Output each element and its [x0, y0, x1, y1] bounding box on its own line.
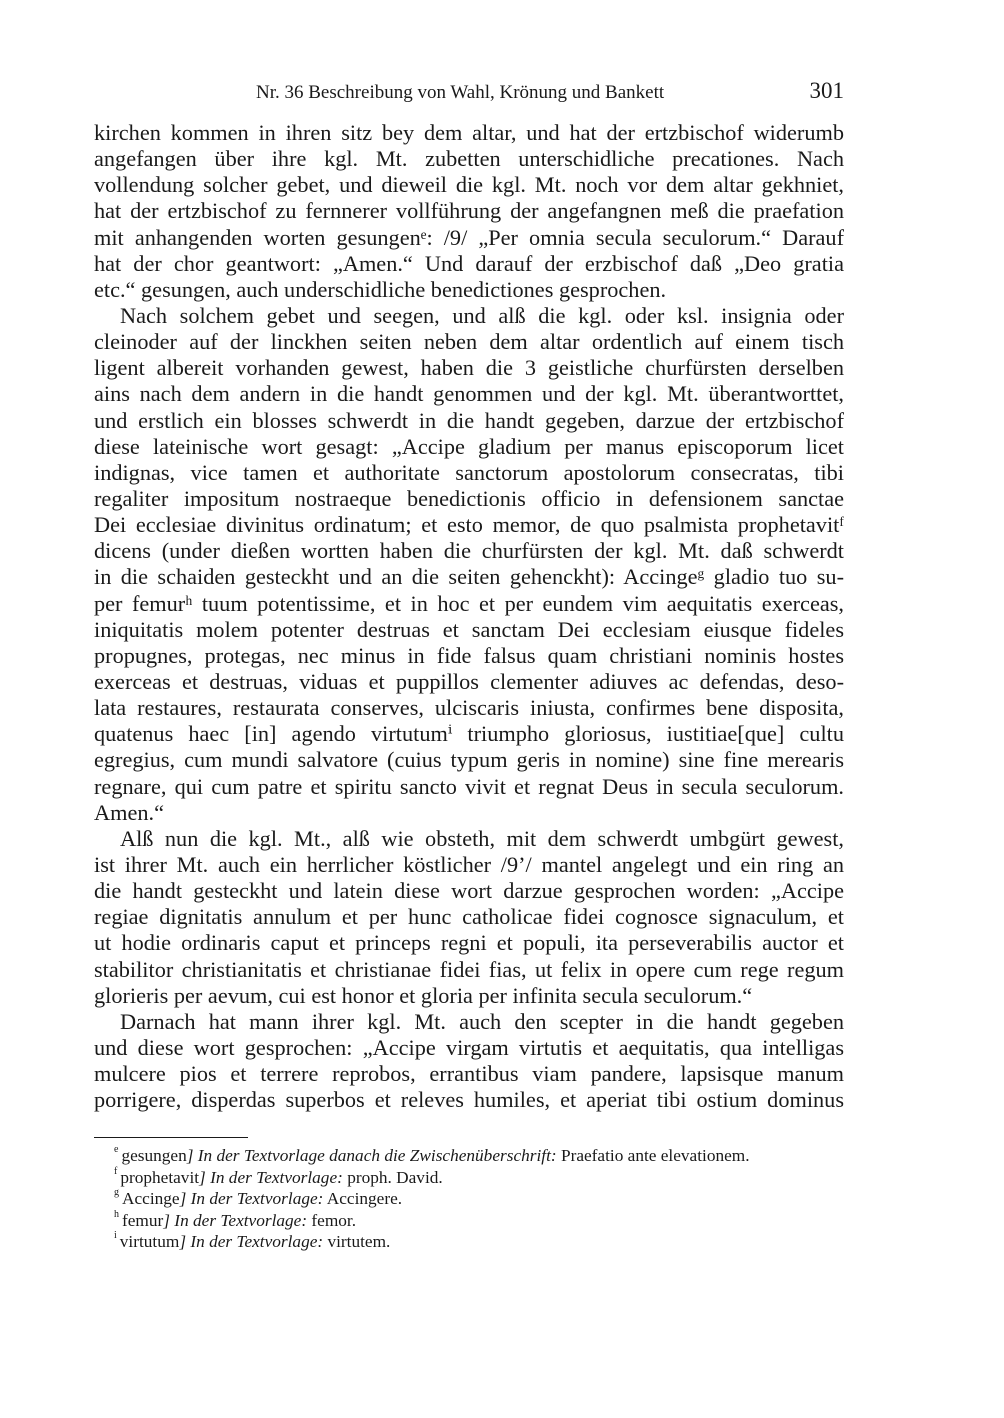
text-line: regiae dignitatis annulum et per hunc catholicae fidei cognosce signaculum, et [94, 904, 844, 930]
body-text [94, 120, 844, 1113]
text-line: ut hodie ordinaris caput et princeps regni et populi, ita perseverabilis auctor et [94, 930, 844, 956]
text-line: hat der ertzbischof zu fernnerer vollführung der angefangnen meß die praefation [94, 198, 844, 224]
footnote-mark: h [114, 1208, 119, 1220]
page-number: 301 [809, 78, 844, 103]
text-line: ains nach dem andern in die handt genommen und der kgl. Mt. überantworttet, [94, 381, 844, 407]
text-line: und diese wort gesprochen: „Accipe virgam virtutis et aequitatis, qua intelligas [94, 1034, 844, 1060]
running-title: Nr. 36 Beschreibung von Wahl, Krönung und Bankett [256, 82, 665, 103]
text-line: vollendung solcher gebet, und dieweil die kgl. Mt. noch vor dem altar gekhniet, [94, 172, 844, 198]
text-line: stabilitor christianitatis et christianae fidei fias, ut felix in opere cum rege regum [94, 956, 844, 982]
text-line: cleinoder auf der linckhen seiten neben dem altar ordentlich auf einem tisch [94, 329, 844, 355]
text-line: mit anhangenden worten gesungenᵉ: /9/ „Per omnia secula seculorum.“ Darauf [94, 224, 844, 250]
footnote-editorial-note: ] In der Textvorlage: [179, 1232, 324, 1252]
text-line: exerceas et destruas, viduas et puppillos clementer adiuves ac defendas, deso- [94, 668, 844, 694]
running-header [94, 78, 844, 108]
text-line: regnare, qui cum patre et spiritu sancto vivit et regnat Deus in secula seculorum. [94, 773, 844, 799]
text-line: Nach solchem gebet und seegen, und alß die kgl. oder ksl. insignia oder [120, 302, 844, 328]
text-line: porrigere, disperdas superbos et releves humiles, et aperiat tibi ostium dominus [94, 1087, 844, 1113]
text-line: egregius, cum mundi salvatore (cuius typum geris in nomine) sine fine merearis [94, 747, 844, 773]
text-line: in die schaiden gesteckht und an die seiten gehenckht): Accingeᵍ gladio tuo su- [94, 564, 844, 590]
text-line: und erstlich ein blosses schwerdt in die handt gegeben, darzue der ertzbischof [94, 407, 844, 433]
footnote-text: femor. [307, 1210, 357, 1230]
text-line: propugnes, protegas, nec minus in fide falsus quam christiani nominis hostes [94, 642, 844, 668]
text-line: mulcere pios et terrere reprobos, errantibus viam pandere, lapsisque manum [94, 1061, 844, 1087]
footnote-lemma: virtutum [119, 1232, 180, 1252]
text-line: die handt gesteckht und latein diese wort darzue gesprochen worden: „Accipe [94, 878, 844, 904]
footnote [114, 1210, 844, 1232]
footnote [114, 1167, 844, 1189]
text-line: quatenus haec [in] agendo virtutumⁱ triumpho gloriosus, iustitiae[que] cultu [94, 721, 844, 747]
text-line: Dei ecclesiae divinitus ordinatum; et esto memor, de quo psalmista prophetavitᶠ [94, 512, 844, 538]
text-line: ist ihrer Mt. auch ein herrlicher köstlicher /9’/ mantel angelegt und ein ring an [94, 851, 844, 877]
text-line: iniquitatis molem potenter destruas et sanctam Dei ecclesiam eiusque fideles [94, 616, 844, 642]
text-line: diese lateinische wort gesagt: „Accipe gladium per manus episcoporum licet [94, 433, 844, 459]
text-line: glorieris per aevum, cui est honor et gloria per infinita secula seculorum.“ [94, 982, 753, 1008]
footnote-mark: e [114, 1144, 119, 1155]
footnote-mark: i [114, 1230, 117, 1242]
text-line: indignas, vice tamen et authoritate sanctorum apostolorum consecratas, tibi [94, 459, 844, 485]
footnote [114, 1231, 844, 1253]
text-line: Amen.“ [94, 799, 164, 825]
footnote-text: Praefatio ante elevationem. [556, 1146, 750, 1165]
text-line: hat der chor geantwort: „Amen.“ Und darauf der erzbischof daß „Deo gratia [94, 250, 844, 276]
text-line: per femurʰ tuum potentissime, et in hoc et per eundem vim aequitatis exerceas, [94, 590, 844, 616]
footnote [114, 1145, 844, 1167]
footnote-lemma: femur [122, 1210, 164, 1230]
text-line: regaliter impositum nostraeque benedictionis officio in defensionem sanctae [94, 485, 844, 511]
text-line: Alß nun die kgl. Mt., alß wie obsteth, mit dem schwerdt umbgürt gewest, [120, 825, 844, 851]
footnote-text: proph. David. [342, 1167, 443, 1187]
footnote-text: Accingere. [323, 1189, 403, 1209]
footnote-mark: f [114, 1165, 118, 1177]
footnote-lemma: gesungen [121, 1146, 187, 1165]
footnote-lemma: Accinge [122, 1189, 180, 1209]
text-line: dicens (under dießen wortten haben die churfürsten der kgl. Mt. daß schwerdt [94, 538, 844, 564]
text-line: lata restaures, restaurata conserves, ulciscaris iniusta, confirmes bene disposita, [94, 695, 844, 721]
footnote-mark: g [114, 1187, 119, 1199]
footnote-editorial-note: ] In der Textvorlage danach die Zwischenüberschrift: [186, 1146, 557, 1165]
footnotes [114, 1145, 844, 1253]
footnote-editorial-note: ] In der Textvorlage: [199, 1167, 343, 1187]
text-line: etc.“ gesungen, auch underschidliche benedictiones gesprochen. [94, 276, 667, 302]
footnote-lemma: prophetavit [120, 1167, 200, 1187]
footnote-text: virtutem. [323, 1232, 391, 1252]
text-line: kirchen kommen in ihren sitz bey dem altar, und hat der ertzbischof widerumb [94, 120, 844, 145]
text-line: angefangen über ihre kgl. Mt. zubetten unterschidliche precationes. Nach [94, 146, 844, 172]
text-line: Darnach hat mann ihrer kgl. Mt. auch den scepter in die handt gegeben [120, 1008, 844, 1034]
footnote-editorial-note: ] In der Textvorlage: [179, 1189, 324, 1209]
text-line: ligent albereit vorhanden gewest, haben die 3 geistliche churfürsten derselben [94, 355, 844, 381]
footnote-editorial-note: ] In der Textvorlage: [163, 1210, 308, 1230]
footnote-divider [94, 1137, 248, 1138]
footnote [114, 1188, 844, 1210]
